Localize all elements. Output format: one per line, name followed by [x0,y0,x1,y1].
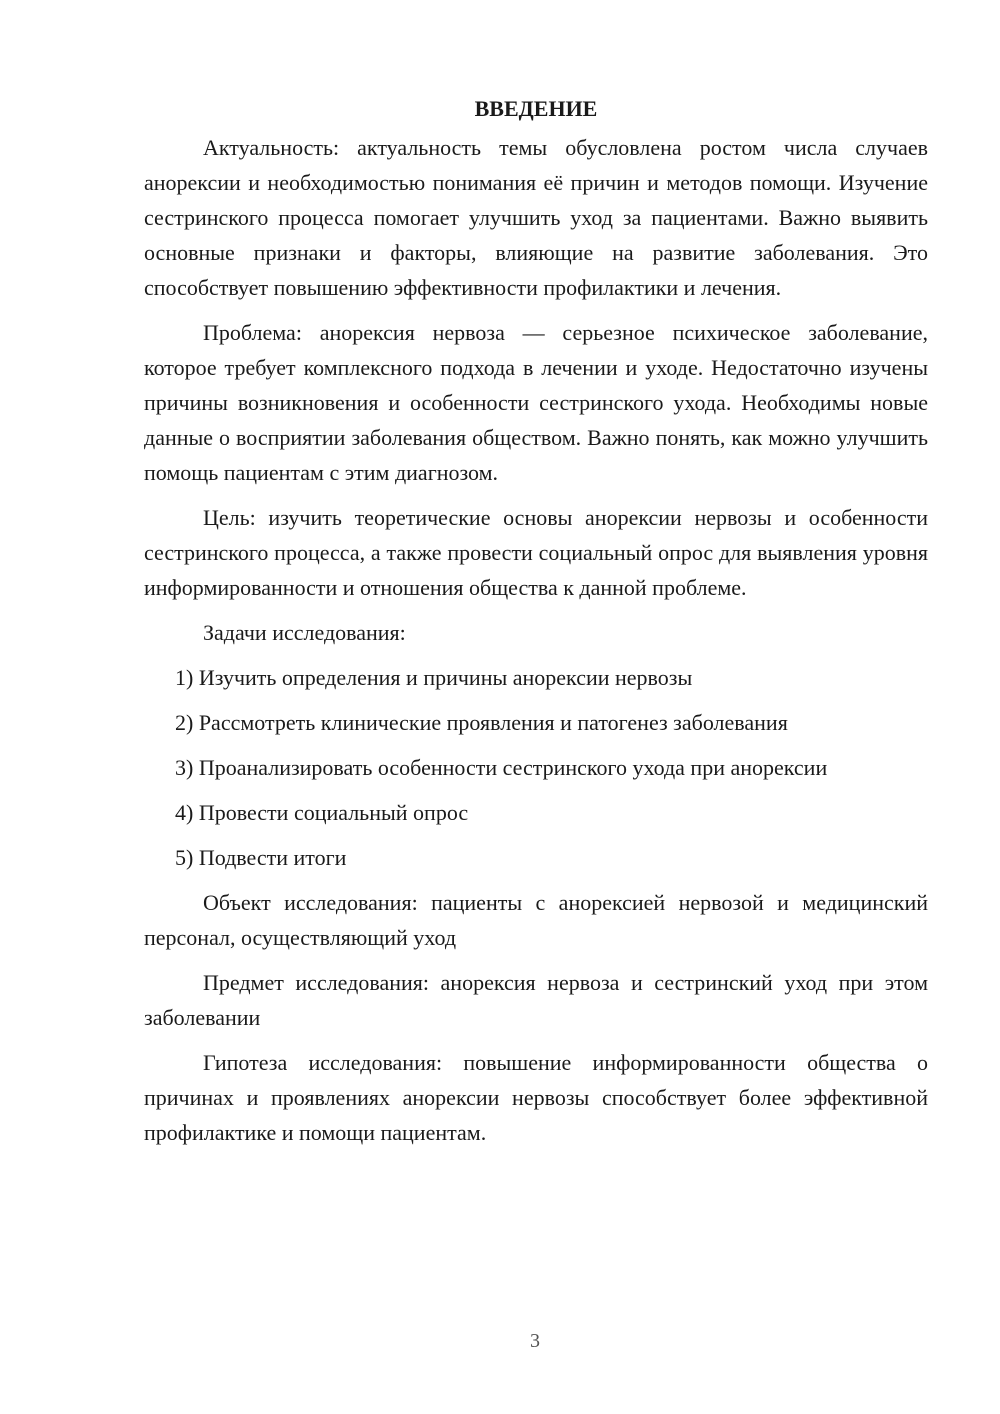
page-number: 3 [530,1330,540,1352]
paragraph-relevance: Актуальность: актуальность темы обусловлена ростом числа случаев анорексии и необходимостью понимания её причин и методов помощи. Изучение сестринского процесса помогает улучшить уход за пациентами. Важно выявить основные признаки и факторы, влияющие на развитие заболевания. Это способствует повышению эффективности профилактики и лечения. [144,135,928,300]
paragraph-problem: Проблема: анорексия нервоза — серьезное психическое заболевание, которое требует комплексного подхода в лечении и уходе. Недостаточно изучены причины возникновения и особенности сестринского ухода. Необходимы новые данные о восприятии заболевания обществом. Важно понять, как можно улучшить помощь пациентам с этим диагнозом. [144,320,928,485]
section-title: ВВЕДЕНИЕ [474,96,598,121]
paragraph-goal: Цель: изучить теоретические основы анорексии нервозы и особенности сестринского процесса, а также провести социальный опрос для выявления уровня информированности и отношения общества к данной проблеме. [144,505,928,600]
task-item-4: 4) Провести социальный опрос [175,800,469,825]
paragraph-subject: Предмет исследования: анорексия нервоза и сестринский уход при этом заболевании [144,970,928,1030]
tasks-label: Задачи исследования: [203,620,406,645]
task-item-5: 5) Подвести итоги [175,845,347,870]
task-item-1: 1) Изучить определения и причины анорексии нервозы [175,665,693,690]
document-page [144,92,928,1160]
task-item-3: 3) Проанализировать особенности сестринского ухода при анорексии [175,755,828,780]
paragraph-object: Объект исследования: пациенты с анорексией нервозой и медицинский персонал, осуществляющий уход [144,890,928,950]
tasks-list [144,660,928,875]
task-item-2: 2) Рассмотреть клинические проявления и патогенез заболевания [175,710,788,735]
paragraph-hypothesis: Гипотеза исследования: повышение информированности общества о причинах и проявлениях анорексии нервозы способствует более эффективной профилактике и помощи пациентам. [144,1050,928,1145]
